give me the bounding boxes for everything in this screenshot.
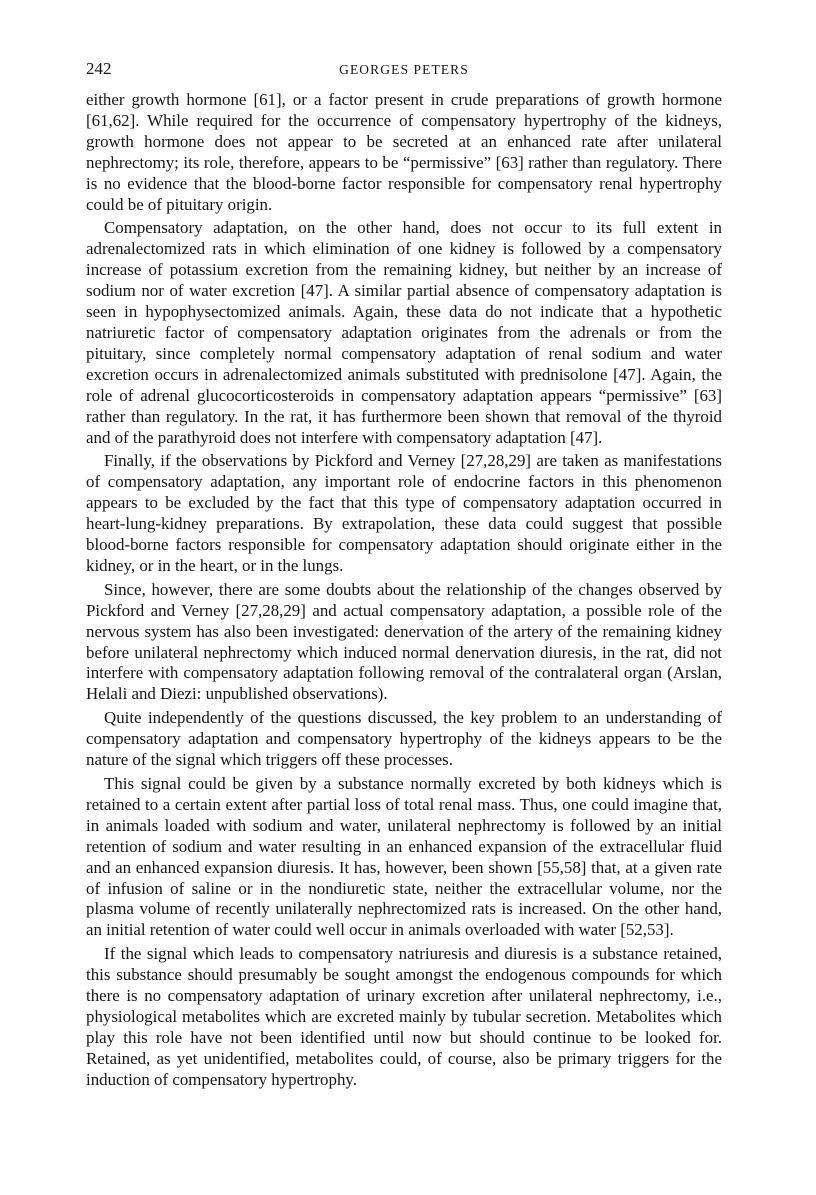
paragraph: Since, however, there are some doubts about the relationship of the changes observed by Pickford and Verney [27,28,29] and actual compensatory adaptation, a possible role of the nervous system has also been investigated: denervation of the artery of the remaining kidney before unilateral nephrectomy which induced normal denervation diuresis, in the rat, did not interfere with compensatory adaptation following removal of the contralateral organ (Arslan, Helali and Diezi: unpublished observations). <box>86 579 722 704</box>
running-head-author: GEORGES PETERS <box>339 62 469 77</box>
page-header <box>86 58 722 82</box>
page-number: 242 <box>86 59 112 78</box>
body-text <box>86 90 722 1091</box>
paragraph: If the signal which leads to compensatory natriuresis and diuresis is a substance retained, this substance should presumably be sought amongst the endogenous compounds for which there is no compensatory adaptation of urinary excretion after unilateral nephrectomy, i.e., physiological metabolites which are excreted mainly by tubular secretion. Metabolites which play this role have not been identified until now but should continue to be looked for. Retained, as yet unidentified, metabolites could, of course, also be primary triggers for the induction of compensatory hypertrophy. <box>86 944 722 1089</box>
paragraph-continuation: either growth hormone [61], or a factor present in crude preparations of growth hormone [61,62]. While required for the occurrence of compensatory hypertrophy of the kidneys, growth hormone does not appear to be secreted at an enhanced rate after unilateral nephrectomy; its role, therefore, appears to be “permissive” [63] rather than regulatory. There is no evidence that the blood-borne factor responsible for compensatory renal hypertrophy could be of pituitary origin. <box>86 90 722 214</box>
book-page <box>86 58 722 1094</box>
paragraph: Compensatory adaptation, on the other hand, does not occur to its full extent in adrenalectomized rats in which elimination of one kidney is followed by a compensatory increase of potassium excretion from the remaining kidney, but neither by an increase of sodium nor of water excretion [47]. A similar partial absence of compensatory adaptation is seen in hypophysectomized animals. Again, these data do not indicate that a hypothetic natriuretic factor of compensatory adaptation originates from the adrenals or from the pituitary, since completely normal compensatory adaptation of renal sodium and water excretion occurs in adrenalectomized animals substituted with prednisolone [47]. Again, the role of adrenal glucocorticosteroids in compensatory adaptation appears “permissive” [63] rather than regulatory. In the rat, it has furthermore been shown that removal of the thyroid and of the parathyroid does not interfere with compensatory adaptation [47]. <box>86 218 722 447</box>
paragraph: This signal could be given by a substance normally excreted by both kidneys which is retained to a certain extent after partial loss of total renal mass. Thus, one could imagine that, in animals loaded with sodium and water, unilateral nephrectomy is followed by an initial retention of sodium and water resulting in an enhanced expansion of the extracellular fluid and an enhanced expansion diuresis. It has, however, been shown [55,58] that, at a given rate of infusion of saline or in the nondiuretic state, neither the extracellular volume, nor the plasma volume of recently unilaterally nephrectomized rats is increased. On the other hand, an initial retention of water could well occur in animals overloaded with water [52,53]. <box>86 774 722 940</box>
paragraph: Quite independently of the questions discussed, the key problem to an understanding of compensatory adaptation and compensatory hypertrophy of the kidneys appears to be the nature of the signal which triggers off these processes. <box>86 708 722 770</box>
paragraph: Finally, if the observations by Pickford and Verney [27,28,29] are taken as manifestations of compensatory adaptation, any important role of endocrine factors in this phenomenon appears to be excluded by the fact that this type of compensatory adaptation occurred in heart-lung-kidney preparations. By extrapolation, these data could suggest that possible blood-borne factors responsible for compensatory adaptation should originate either in the kidney, or in the heart, or in the lungs. <box>86 451 722 575</box>
